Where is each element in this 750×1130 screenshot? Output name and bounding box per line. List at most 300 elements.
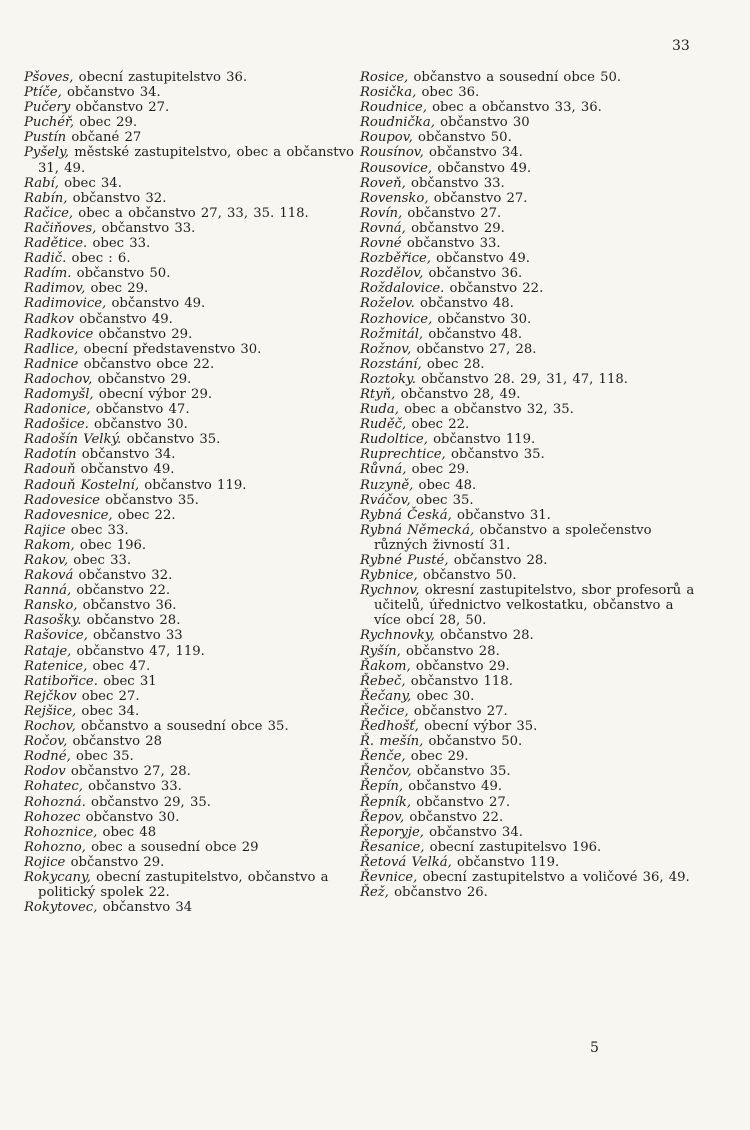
place-name: Rokycany, bbox=[24, 869, 91, 885]
index-entry bbox=[360, 478, 696, 493]
entry-details: obec 33. bbox=[68, 553, 132, 568]
index-entry bbox=[24, 855, 354, 870]
index-entry bbox=[24, 206, 354, 221]
index-entry bbox=[360, 281, 696, 296]
index-entry bbox=[24, 598, 354, 613]
place-name: Radkovice bbox=[24, 326, 94, 342]
entry-details: okresní zastupitelstvo, sbor profesorů a učitelů, úřednictvo velkostatku, občanstvo a více obcí 28, 50. bbox=[374, 583, 695, 629]
entry-details: občanstvo 27, 28. bbox=[411, 341, 537, 357]
place-name: Radotín bbox=[24, 447, 77, 463]
index-entry bbox=[360, 312, 696, 327]
place-name: Ředhošť, bbox=[360, 719, 419, 735]
place-name: Rudoltice, bbox=[360, 432, 428, 448]
place-name: Ratenice, bbox=[24, 658, 88, 674]
entry-details: občané 27 bbox=[66, 130, 142, 146]
index-entry bbox=[24, 810, 354, 825]
entry-details: obec 35. bbox=[410, 492, 474, 508]
entry-details: občanstvo 30. bbox=[80, 809, 180, 825]
entry-details: obecní zastupitelsvo 196. bbox=[424, 839, 602, 855]
entry-details: obec a občanstvo 27, 33, 35. 118. bbox=[73, 205, 309, 221]
place-name: Radlice, bbox=[24, 341, 79, 357]
entry-details: občanstvo 29. bbox=[410, 658, 510, 674]
entry-details: občanstvo 27. bbox=[70, 100, 170, 116]
entry-details: obec 30. bbox=[411, 688, 475, 704]
place-name: Rožmitál, bbox=[360, 326, 424, 342]
entry-details: občanstvo 29, 35. bbox=[85, 794, 211, 810]
index-entry bbox=[24, 734, 354, 749]
entry-details: občanstvo 33 bbox=[87, 628, 183, 644]
index-entry bbox=[24, 553, 354, 568]
entry-details: občanstvo 22. bbox=[71, 583, 171, 599]
entry-details: občanstvo 22. bbox=[444, 281, 544, 297]
place-name: Rejčkov bbox=[24, 688, 77, 704]
entry-details: obecní zastupitelstvo, občanstvo a politický spolek 22. bbox=[38, 869, 329, 901]
entry-details: obecní představenstvo 30. bbox=[78, 341, 262, 357]
entry-details: občanstvo 34. bbox=[423, 145, 523, 161]
place-name: Roždalovice. bbox=[360, 281, 445, 297]
index-entry bbox=[24, 357, 354, 372]
place-name: Rožnov, bbox=[360, 341, 412, 357]
place-name: Řež, bbox=[360, 885, 389, 901]
index-entry bbox=[360, 734, 696, 749]
entry-details: občanstvo 119. bbox=[451, 854, 560, 870]
index-entry bbox=[360, 855, 696, 870]
index-entry bbox=[24, 176, 354, 191]
index-entry bbox=[24, 115, 354, 130]
entry-details: občanstvo 36. bbox=[77, 598, 177, 614]
index-entry bbox=[24, 764, 354, 779]
place-name: Ř. mešín, bbox=[360, 734, 424, 750]
place-name: Roupov, bbox=[360, 130, 413, 146]
place-name: Řepník, bbox=[360, 794, 412, 810]
place-name: Řepín, bbox=[360, 779, 404, 795]
index-entry bbox=[360, 176, 696, 191]
index-entry bbox=[24, 704, 354, 719]
place-name: Rojice bbox=[24, 854, 66, 870]
entry-details: občanstvo 30. bbox=[88, 417, 188, 433]
place-name: Račice, bbox=[24, 205, 74, 221]
place-name: Ruda, bbox=[360, 402, 399, 418]
index-entry bbox=[24, 100, 354, 115]
entry-details: občanstvo 28 bbox=[67, 734, 163, 750]
index-entry bbox=[24, 523, 354, 538]
index-entry bbox=[24, 840, 354, 855]
index-entry bbox=[24, 85, 354, 100]
index-entry bbox=[24, 372, 354, 387]
place-name: Rybné Pusté, bbox=[360, 553, 449, 568]
entry-details: občanstvo 35. bbox=[411, 764, 511, 780]
place-name: Rokytovec, bbox=[24, 900, 98, 916]
place-name: Radovesice bbox=[24, 492, 100, 508]
index-entry bbox=[24, 130, 354, 145]
entry-details: občanstvo 119. bbox=[139, 477, 247, 493]
place-name: Rybná Německá, bbox=[360, 522, 475, 538]
place-name: Ransko, bbox=[24, 598, 78, 614]
index-entry bbox=[360, 266, 696, 281]
entry-details: obec 34. bbox=[76, 703, 140, 719]
entry-details: občanstvo 27. bbox=[408, 703, 508, 719]
entry-details: občanstvo 29. bbox=[92, 371, 192, 387]
place-name: Radochov, bbox=[24, 371, 93, 387]
entry-details: občanstvo 33. bbox=[405, 175, 505, 191]
entry-details: obec 33. bbox=[65, 522, 129, 538]
index-entry bbox=[24, 719, 354, 734]
entry-details: občanstvo 28. bbox=[81, 613, 181, 629]
place-name: Radkov bbox=[24, 311, 74, 327]
entry-details: občanstvo 27. bbox=[411, 794, 511, 810]
entry-details: obec 196. bbox=[74, 537, 147, 553]
entry-details: občanstvo 31. bbox=[451, 507, 551, 523]
place-name: Rtyň, bbox=[360, 386, 396, 402]
entry-details: občanstvo 49. bbox=[432, 160, 532, 176]
index-entry bbox=[360, 719, 696, 734]
index-entry bbox=[360, 779, 696, 794]
place-name: Pustín bbox=[24, 130, 67, 146]
place-name: Řesanice, bbox=[360, 839, 425, 855]
index-entry bbox=[24, 749, 354, 764]
index-entry bbox=[360, 493, 696, 508]
place-name: Rybnice, bbox=[360, 568, 418, 584]
index-entry bbox=[360, 417, 696, 432]
entry-details: občanstvo a sousední obce 50. bbox=[408, 70, 622, 85]
place-name: Rosička, bbox=[360, 85, 417, 101]
place-name: Ryšín, bbox=[360, 643, 401, 659]
index-entry bbox=[360, 568, 696, 583]
index-entry bbox=[24, 281, 354, 296]
place-name: Rodné, bbox=[24, 749, 71, 765]
index-entry bbox=[24, 191, 354, 206]
entry-details: občanstvo 50. bbox=[417, 568, 517, 584]
index-entry bbox=[24, 236, 354, 251]
place-name: Rozhovice, bbox=[360, 311, 433, 327]
place-name: Rataje, bbox=[24, 643, 72, 659]
index-entry bbox=[24, 795, 354, 810]
place-name: Rychnov, bbox=[360, 583, 420, 599]
index-entry bbox=[24, 296, 354, 311]
index-entry bbox=[24, 447, 354, 462]
index-entry bbox=[24, 251, 354, 266]
index-entry bbox=[360, 402, 696, 417]
entry-details: občanstvo 28. bbox=[400, 643, 500, 659]
entry-details: obec 31 bbox=[97, 673, 157, 689]
index-entry bbox=[360, 764, 696, 779]
place-name: Rohozná. bbox=[24, 794, 86, 810]
entry-details: občanstvo 49. bbox=[75, 462, 175, 478]
index-entry bbox=[360, 251, 696, 266]
entry-details: občanstvo 47. bbox=[90, 402, 190, 418]
index-entry bbox=[360, 810, 696, 825]
place-name: Řebeč, bbox=[360, 673, 406, 689]
entry-details: občanstvo 50. bbox=[412, 130, 512, 146]
place-name: Rejšice, bbox=[24, 703, 77, 719]
place-name: Roudnice, bbox=[360, 100, 427, 116]
place-name: Raková bbox=[24, 568, 74, 584]
place-name: Pyšely, bbox=[24, 145, 70, 161]
place-name: Řeporyje, bbox=[360, 824, 424, 840]
entry-details: obec 34. bbox=[58, 175, 122, 191]
index-entry bbox=[360, 704, 696, 719]
place-name: Řenče, bbox=[360, 749, 406, 765]
index-entry bbox=[360, 447, 696, 462]
index-entry bbox=[24, 387, 354, 402]
index-entry bbox=[360, 825, 696, 840]
entry-details: městské zastupitelstvo, obec a občanstvo 31, 49. bbox=[38, 145, 354, 176]
entry-details: občanstvo 36. bbox=[423, 266, 523, 282]
place-name: Radonice, bbox=[24, 402, 91, 418]
place-name: Rohozec bbox=[24, 809, 81, 825]
entry-details: obec 29. bbox=[406, 462, 470, 478]
place-name: Račiňoves, bbox=[24, 220, 97, 236]
place-name: Rasošky. bbox=[24, 613, 82, 629]
index-entry bbox=[24, 583, 354, 598]
entry-details: občanstvo obce 22. bbox=[78, 356, 215, 372]
index-entry bbox=[24, 568, 354, 583]
index-entry bbox=[360, 659, 696, 674]
index-entry bbox=[360, 749, 696, 764]
entry-details: občanstvo 119. bbox=[427, 432, 536, 448]
entry-details: občanstvo 33. bbox=[82, 779, 182, 795]
place-name: Ruzyně, bbox=[360, 477, 414, 493]
entry-details: občanstvo 29. bbox=[65, 854, 165, 870]
place-name: Rovín, bbox=[360, 205, 403, 221]
place-name: Radomyšl, bbox=[24, 386, 94, 402]
place-name: Rousínov, bbox=[360, 145, 424, 161]
index-entry bbox=[24, 659, 354, 674]
index-entry bbox=[24, 538, 354, 553]
index-entry bbox=[24, 478, 354, 493]
index-entry bbox=[24, 327, 354, 342]
index-entry bbox=[360, 462, 696, 477]
place-name: Radětice. bbox=[24, 236, 88, 252]
index-entry bbox=[24, 779, 354, 794]
index-entry bbox=[360, 296, 696, 311]
index-entry bbox=[360, 628, 696, 643]
entry-details: obec : 6. bbox=[66, 251, 131, 267]
place-name: Radošín Velký. bbox=[24, 432, 122, 448]
entry-details: obec 36. bbox=[416, 85, 480, 101]
index-entry bbox=[360, 206, 696, 221]
entry-details: občanstvo 34 bbox=[97, 900, 193, 916]
entry-details: obec 48 bbox=[97, 824, 157, 840]
index-entry bbox=[360, 508, 696, 523]
index-entry bbox=[24, 644, 354, 659]
place-name: Řečice, bbox=[360, 703, 409, 719]
place-name: Řakom, bbox=[360, 658, 411, 674]
place-name: Radošice. bbox=[24, 417, 89, 433]
entry-details: občanstvo 32. bbox=[73, 568, 173, 584]
place-name: Ptíče, bbox=[24, 85, 62, 101]
place-name: Radouň bbox=[24, 462, 76, 478]
entry-details: občanstvo 35. bbox=[121, 432, 221, 448]
entry-details: občanstvo 50. bbox=[71, 266, 171, 282]
entry-details: občanstvo 35. bbox=[99, 492, 199, 508]
place-name: Ratibořice. bbox=[24, 673, 98, 689]
entry-details: obec 27. bbox=[76, 688, 140, 704]
place-name: Rozstání, bbox=[360, 356, 422, 372]
place-name: Pšoves, bbox=[24, 70, 74, 85]
entry-details: občanstvo 30. bbox=[432, 311, 532, 327]
entry-details: obecní zastupitelstvo 36. bbox=[73, 70, 248, 85]
place-name: Rychnovky, bbox=[360, 628, 435, 644]
index-entry bbox=[24, 628, 354, 643]
place-name: Rašovice, bbox=[24, 628, 88, 644]
entry-details: občanstvo 28. 29, 31, 47, 118. bbox=[415, 371, 628, 387]
place-name: Rakov, bbox=[24, 553, 69, 568]
place-name: Rosice, bbox=[360, 70, 409, 85]
index-entry bbox=[360, 644, 696, 659]
index-entry bbox=[24, 870, 354, 900]
index-entry bbox=[360, 553, 696, 568]
entry-details: občanstvo 49. bbox=[403, 779, 503, 795]
entry-details: obec 48. bbox=[413, 477, 477, 493]
page-number: 33 bbox=[672, 38, 690, 54]
place-name: Radimovice, bbox=[24, 296, 107, 312]
place-name: Puchéř, bbox=[24, 115, 75, 131]
entry-details: obecní výbor 35. bbox=[418, 719, 538, 735]
index-entry bbox=[24, 312, 354, 327]
place-name: Rváčov, bbox=[360, 492, 411, 508]
left-index-column bbox=[24, 70, 354, 915]
index-entry bbox=[360, 342, 696, 357]
entry-details: obec 33. bbox=[87, 236, 151, 252]
entry-details: občanstvo 49. bbox=[430, 251, 530, 267]
place-name: Rohozno, bbox=[24, 839, 86, 855]
place-name: Rohatec, bbox=[24, 779, 83, 795]
entry-details: obec a sousední obce 29 bbox=[85, 839, 259, 855]
place-name: Roželov. bbox=[360, 296, 415, 312]
index-entry bbox=[360, 191, 696, 206]
entry-details: obec 29. bbox=[85, 281, 149, 297]
place-name: Rabín, bbox=[24, 190, 68, 206]
signature-number: 5 bbox=[590, 1040, 599, 1056]
place-name: Rovné bbox=[360, 236, 402, 252]
place-name: Rovensko, bbox=[360, 190, 429, 206]
index-entry bbox=[360, 674, 696, 689]
place-name: Radouň Kostelní, bbox=[24, 477, 140, 493]
right-index-column bbox=[360, 70, 696, 900]
entry-details: obecní výbor 29. bbox=[93, 386, 213, 402]
index-entry bbox=[360, 70, 696, 85]
entry-details: občanstvo 47, 119. bbox=[71, 643, 205, 659]
index-entry bbox=[360, 130, 696, 145]
index-entry bbox=[360, 432, 696, 447]
entry-details: obec a občanstvo 32, 35. bbox=[398, 402, 574, 418]
entry-details: občanstvo a sousední obce 35. bbox=[75, 719, 289, 735]
index-entry bbox=[360, 372, 696, 387]
entry-details: občanstvo 118. bbox=[405, 673, 513, 689]
index-entry bbox=[24, 508, 354, 523]
place-name: Rajice bbox=[24, 522, 66, 538]
entry-details: občanstvo 22. bbox=[404, 809, 504, 825]
entry-details: obec 28. bbox=[421, 356, 485, 372]
index-entry bbox=[24, 493, 354, 508]
entry-details: občanstvo 48. bbox=[423, 326, 523, 342]
entry-details: občanstvo 33. bbox=[96, 220, 196, 236]
index-entry bbox=[360, 161, 696, 176]
entry-details: občanstvo 27, 28. bbox=[65, 764, 191, 780]
entry-details: občanstvo 28. bbox=[434, 628, 534, 644]
place-name: Růvná, bbox=[360, 462, 407, 478]
place-name: Radím. bbox=[24, 266, 72, 282]
index-entry bbox=[360, 870, 696, 885]
index-entry bbox=[24, 674, 354, 689]
index-entry bbox=[360, 795, 696, 810]
place-name: Radnice bbox=[24, 356, 79, 372]
index-entry bbox=[24, 266, 354, 281]
entry-details: občanstvo 34. bbox=[423, 824, 523, 840]
place-name: Rovná, bbox=[360, 220, 406, 236]
entry-details: obec 35. bbox=[70, 749, 134, 765]
place-name: Radovesnice, bbox=[24, 507, 113, 523]
entry-details: občanstvo 34. bbox=[76, 447, 176, 463]
index-entry bbox=[360, 85, 696, 100]
entry-details: obec 29. bbox=[405, 749, 469, 765]
place-name: Ruděč, bbox=[360, 417, 407, 433]
index-entry bbox=[360, 221, 696, 236]
place-name: Rybná Česká, bbox=[360, 507, 452, 523]
index-entry bbox=[360, 689, 696, 704]
index-entry bbox=[24, 613, 354, 628]
entry-details: občanstvo 33. bbox=[401, 236, 501, 252]
index-entry bbox=[24, 900, 354, 915]
place-name: Ročov, bbox=[24, 734, 68, 750]
place-name: Radimov, bbox=[24, 281, 86, 297]
place-name: Rabí, bbox=[24, 175, 59, 191]
entry-details: občanstvo 34. bbox=[61, 85, 161, 101]
entry-details: občanstvo 28. bbox=[448, 553, 548, 568]
entry-details: obec 47. bbox=[87, 658, 151, 674]
place-name: Rozdělov, bbox=[360, 266, 424, 282]
entry-details: občanstvo 27. bbox=[428, 190, 528, 206]
place-name: Rodov bbox=[24, 764, 66, 780]
place-name: Řetová Velká, bbox=[360, 854, 452, 870]
index-entry bbox=[24, 402, 354, 417]
place-name: Roudnička, bbox=[360, 115, 435, 131]
entry-details: občanstvo a společenstvo různých živností 31. bbox=[374, 522, 652, 553]
place-name: Roveň, bbox=[360, 175, 406, 191]
index-entry bbox=[24, 825, 354, 840]
place-name: Pučery bbox=[24, 100, 71, 116]
place-name: Rochov, bbox=[24, 719, 76, 735]
place-name: Řenčov, bbox=[360, 764, 412, 780]
index-entry bbox=[360, 100, 696, 115]
index-entry bbox=[24, 342, 354, 357]
index-entry bbox=[360, 357, 696, 372]
entry-details: obec 29. bbox=[74, 115, 138, 131]
index-entry bbox=[360, 387, 696, 402]
entry-details: občanstvo 30 bbox=[434, 115, 530, 131]
index-entry bbox=[360, 236, 696, 251]
place-name: Řečany, bbox=[360, 688, 412, 704]
entry-details: obec a občanstvo 33, 36. bbox=[426, 100, 602, 116]
entry-details: občanstvo 48. bbox=[414, 296, 514, 312]
place-name: Rozběřice, bbox=[360, 251, 431, 267]
entry-details: občanstvo 26. bbox=[388, 885, 488, 901]
place-name: Rousovice, bbox=[360, 160, 433, 176]
place-name: Řevnice, bbox=[360, 869, 418, 885]
index-entry bbox=[24, 462, 354, 477]
entry-details: obec 22. bbox=[406, 417, 470, 433]
index-entry bbox=[24, 145, 354, 175]
index-entry bbox=[360, 115, 696, 130]
entry-details: občanstvo 29. bbox=[405, 220, 505, 236]
entry-details: občanstvo 49. bbox=[73, 311, 173, 327]
entry-details: občanstvo 28, 49. bbox=[395, 386, 521, 402]
entry-details: občanstvo 27. bbox=[402, 205, 502, 221]
entry-details: občanstvo 50. bbox=[423, 734, 523, 750]
entry-details: občanstvo 49. bbox=[106, 296, 206, 312]
entry-details: občanstvo 32. bbox=[67, 190, 167, 206]
